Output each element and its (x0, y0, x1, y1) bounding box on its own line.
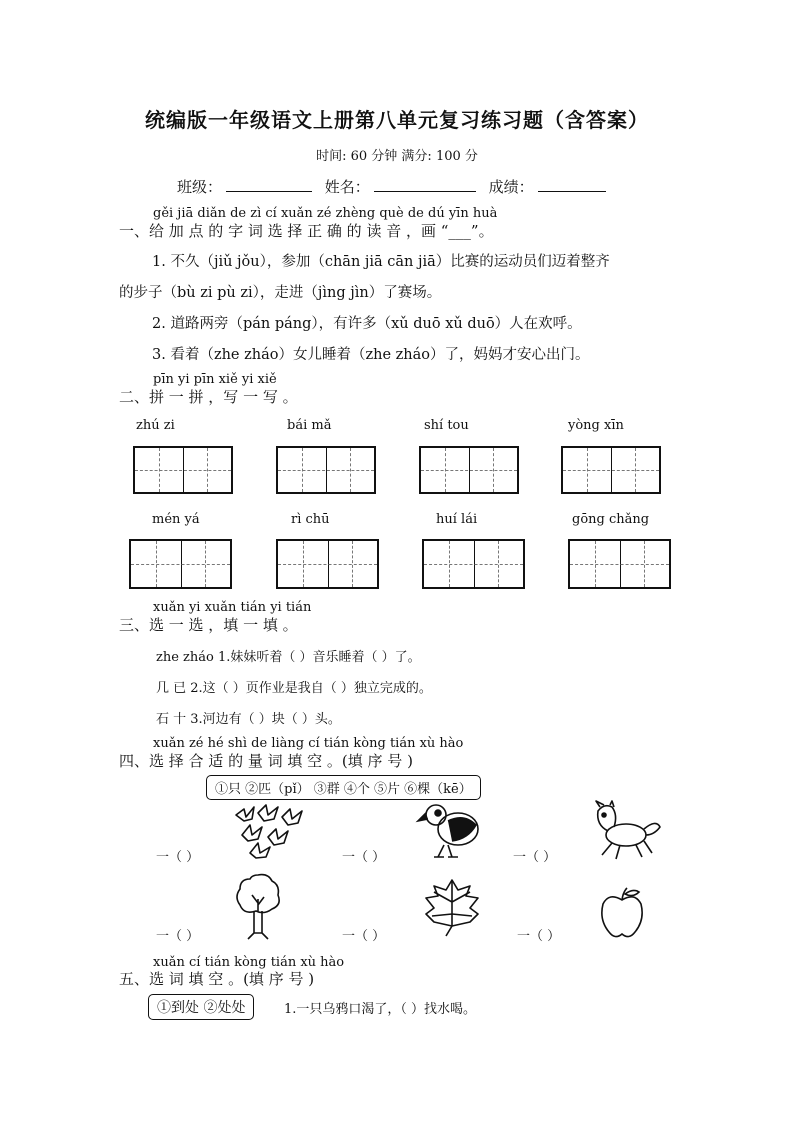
measure-blank[interactable]: 一（ ） (517, 929, 561, 944)
score-field[interactable] (538, 177, 606, 192)
pinyin-prompt: shí tou (424, 418, 469, 433)
section1-heading: 一、给 加 点 的 字 词 选 择 正 确 的 读 音 ，画 “___”。 (119, 222, 494, 240)
student-info (177, 176, 614, 197)
exam-meta: 时间: 60 分钟 满分: 100 分 (316, 149, 478, 164)
section1-q1-line1: 1. 不久（jiǔ jǒu），参加（chān jiā cān jiā）比赛的运动员们迈着整齐 (152, 254, 610, 270)
score-label: 成绩： (488, 178, 534, 196)
name-field[interactable] (374, 177, 476, 192)
writing-grid[interactable] (276, 446, 376, 494)
writing-grid[interactable] (422, 539, 525, 589)
pinyin-prompt: bái mǎ (287, 418, 332, 433)
measure-blank[interactable]: 一（ ） (342, 850, 386, 865)
leaf-picture (424, 878, 480, 940)
section2-heading: 二、拼 一 拼 ，写 一 写 。 (119, 388, 298, 406)
page-title: 统编版一年级语文上册第八单元复习练习题（含答案） (145, 108, 649, 132)
class-field[interactable] (226, 177, 312, 192)
writing-grid[interactable] (419, 446, 519, 494)
pinyin-prompt: huí lái (436, 512, 478, 527)
section2-pinyin: pīn yi pīn xiě yi xiě (153, 372, 277, 387)
birds-flock-picture (232, 803, 306, 859)
section5-q1: 1.一只乌鸦口渴了，（ ）找水喝。 (284, 1002, 477, 1017)
section3-heading: 三、选 一 选 ，填 一 填 。 (119, 616, 298, 634)
section1-q3: 3. 看着（zhe zháo）女儿睡着（zhe zháo）了，妈妈才安心出门。 (152, 347, 590, 363)
measure-blank[interactable]: 一（ ） (156, 929, 200, 944)
measure-blank[interactable]: 一（ ） (513, 850, 557, 865)
writing-grid[interactable] (133, 446, 233, 494)
section4-heading: 四、选 择 合 适 的 量 词 填 空 。(填 序 号 ) (119, 752, 413, 770)
apple-picture (599, 886, 645, 940)
horse-picture (586, 801, 664, 861)
section1-q1-line2: 的步子（bù zi pù zi），走进（jìng jìn）了赛场。 (119, 285, 442, 301)
section4-pinyin: xuǎn zé hé shì de liàng cí tián kòng tián xù hào (153, 736, 464, 751)
pinyin-prompt: mén yá (152, 512, 200, 527)
section1-q2: 2. 道路两旁（pán páng），有许多（xǔ duō xǔ duō）人在欢呼。 (152, 316, 582, 332)
section3-row2: 几 已 2.这（ ）页作业是我自（ ）独立完成的。 (156, 681, 432, 696)
section1-pinyin: gěi jiā diǎn de zì cí xuǎn zé zhèng què de dú yīn huà (153, 206, 498, 221)
measure-blank[interactable]: 一（ ） (342, 929, 386, 944)
writing-grid[interactable] (276, 539, 379, 589)
section5-pinyin: xuǎn cí tián kòng tián xù hào (153, 955, 345, 970)
writing-grid[interactable] (561, 446, 661, 494)
section3-pinyin: xuǎn yi xuǎn tián yi tián (153, 600, 312, 615)
pinyin-prompt: gōng chǎng (572, 512, 650, 527)
word-options: ①到处 ②处处 (148, 994, 254, 1020)
measure-word-options: ①只 ②匹（pǐ） ③群 ④个 ⑤片 ⑥棵（kē） (206, 775, 481, 800)
pinyin-prompt: rì chū (291, 512, 330, 527)
section5-heading: 五、选 词 填 空 。(填 序 号 ) (119, 970, 315, 988)
crow-picture (418, 799, 482, 861)
tree-picture (234, 871, 282, 941)
writing-grid[interactable] (129, 539, 232, 589)
name-label: 姓名： (324, 178, 370, 196)
measure-blank[interactable]: 一（ ） (156, 850, 200, 865)
section3-row3: 石 十 3.河边有（ ）块（ ）头。 (156, 712, 341, 727)
pinyin-prompt: yòng xīn (568, 418, 624, 433)
class-label: 班级： (177, 178, 223, 196)
section3-row1: zhe zháo 1.妹妹听着（ ）音乐睡着（ ）了。 (156, 650, 421, 665)
pinyin-prompt: zhú zi (136, 418, 175, 433)
writing-grid[interactable] (568, 539, 671, 589)
